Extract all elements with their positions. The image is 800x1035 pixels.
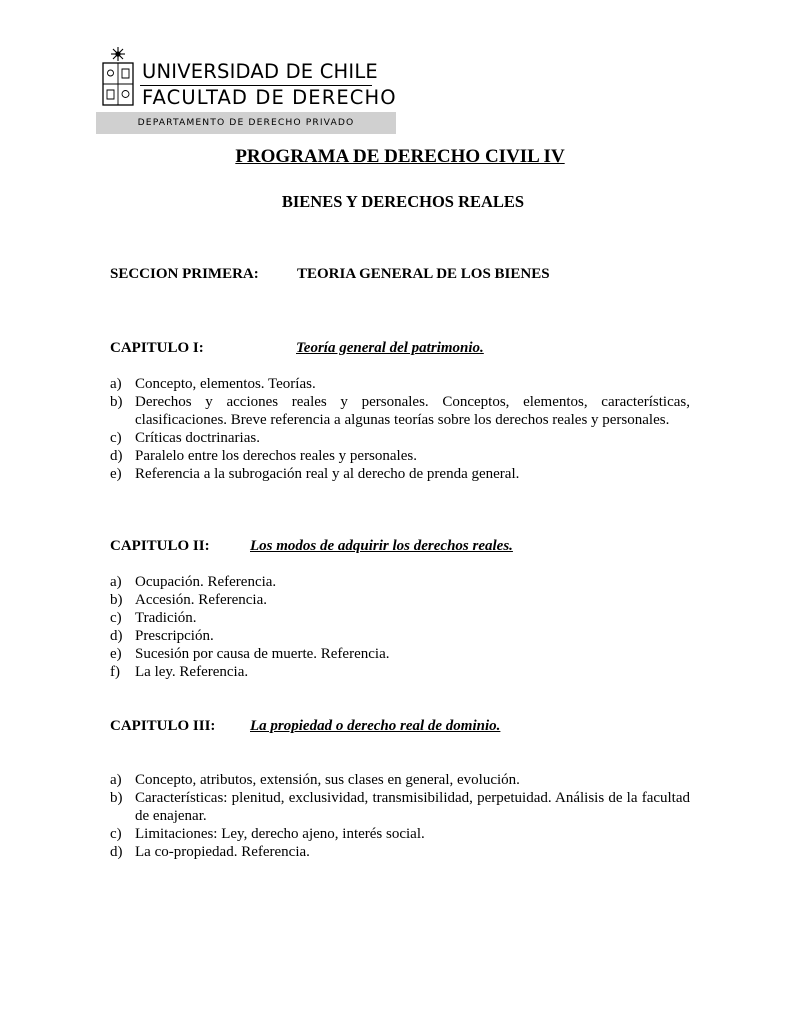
list-item: b) Características: plenitud, exclusividad, transmisibilidad, perpetuidad. Análisis de la facultad de enajenar. [110,790,690,824]
chapter-item-list [110,771,690,861]
faculty-name: FACULTAD DE DERECHO [142,86,397,109]
chapter-heading [110,340,484,357]
chapter-label: CAPITULO II: [110,538,210,554]
list-item: b) Derechos y acciones reales y personales. Conceptos, elementos, características, clasificaciones. Breve referencia a algunas teorías sobre los derechos reales y personales. [110,394,690,428]
chapter-heading [110,718,501,735]
list-item: d) Paralelo entre los derechos reales y personales. [110,448,417,464]
list-item: e) Sucesión por causa de muerte. Referencia. [110,646,390,662]
list-item: f) La ley. Referencia. [110,664,249,680]
chapter-item-list [110,573,690,681]
list-item: c) Limitaciones: Ley, derecho ajeno, interés social. [110,826,425,842]
list-item: d) Prescripción. [110,628,214,644]
chapter-label: CAPITULO III: [110,718,216,734]
list-item: c) Tradición. [110,610,197,626]
page-subtitle: BIENES Y DERECHOS REALES [281,192,525,211]
university-crest-icon [100,46,136,108]
chapter-title: Los modos de adquirir los derechos reales. [250,538,513,554]
list-item: c) Críticas doctrinarias. [110,430,260,446]
chapter-label: CAPITULO I: [110,340,204,356]
section-label: SECCION PRIMERA: [110,266,259,282]
list-item: a) Ocupación. Referencia. [110,574,277,590]
chapter-title: La propiedad o derecho real de dominio. [250,718,501,734]
chapter-heading [110,538,513,555]
list-item: e) Referencia a la subrogación real y al derecho de prenda general. [110,466,520,482]
page-title: PROGRAMA DE DERECHO CIVIL IV [235,146,565,167]
list-item: a) Concepto, atributos, extensión, sus clases en general, evolución. [110,772,520,788]
list-item: d) La co-propiedad. Referencia. [110,844,310,860]
university-name: UNIVERSIDAD DE CHILE [142,60,378,83]
letterhead [96,44,396,136]
list-item: a) Concepto, elementos. Teorías. [110,376,316,392]
chapter-item-list [110,375,690,483]
list-item: b) Accesión. Referencia. [110,592,268,608]
department-banner: DEPARTAMENTO DE DERECHO PRIVADO [96,112,396,134]
section-title: TEORIA GENERAL DE LOS BIENES [297,266,550,282]
chapter-title: Teoría general del patrimonio. [296,340,484,356]
